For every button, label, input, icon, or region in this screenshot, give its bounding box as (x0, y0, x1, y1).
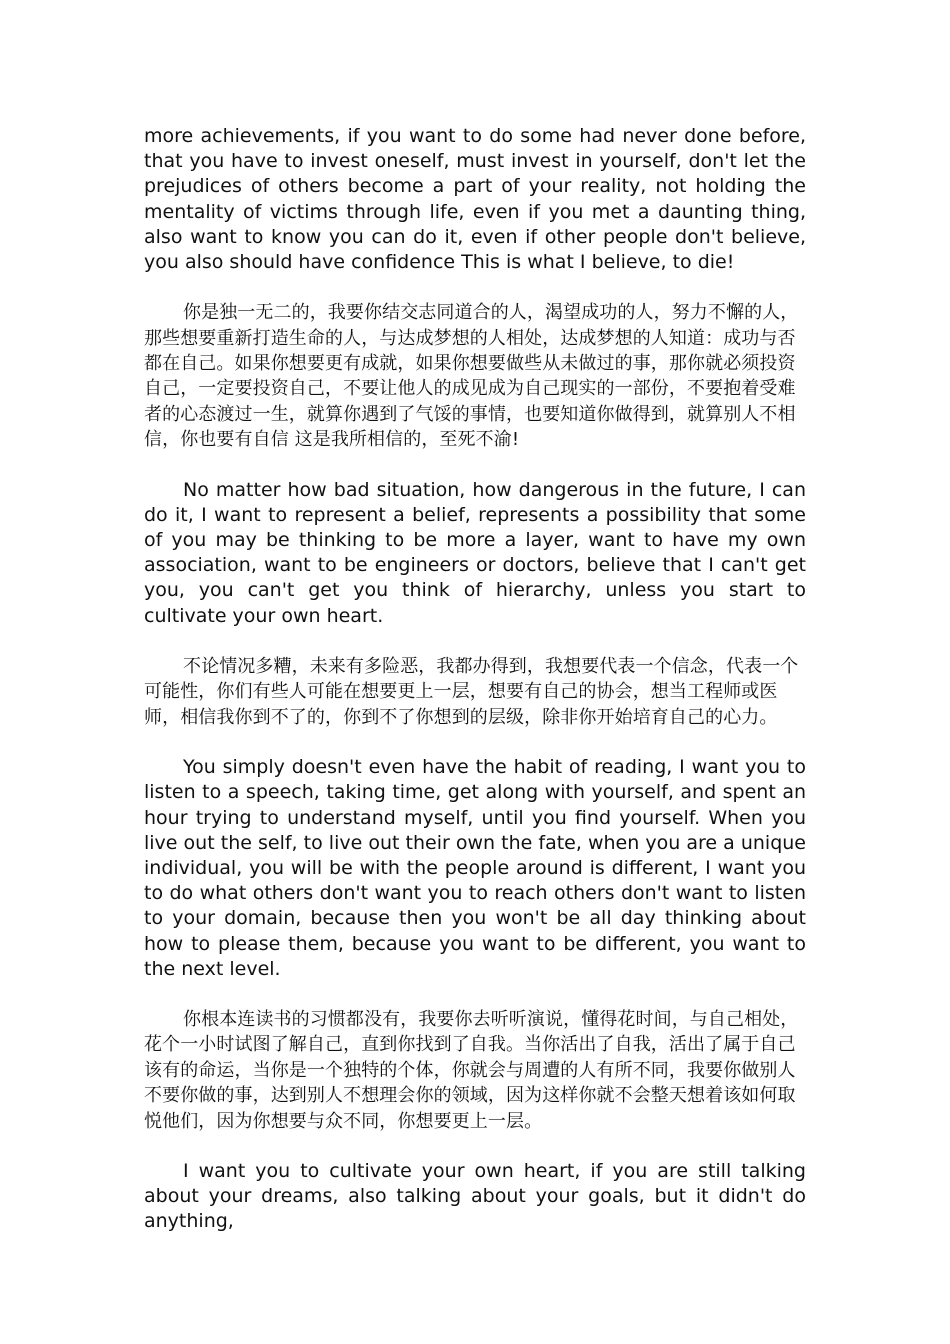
paragraph-english-1: more achievements, if you want to do some had never done before, that you have to invest oneself, must invest in yourself, don't let the prejudices of others become a part of your reality, not holding the mentality of victims through life, even if you met a daunting thing, also want to know you can do it, even if other people don't believe, you also should have confidence This is what I believe, to die! (144, 125, 806, 274)
document-page (144, 124, 806, 1235)
paragraph-english-2: No matter how bad situation, how dangerous in the future, I can do it, I want to represent a belief, represents a possibility that some of you may be thinking to be more a layer, want to have my own association, want to be engineers or doctors, believe that I can't get you, you can't get you think of hierarchy, unless you start to cultivate your own heart. (144, 478, 806, 627)
paragraph-english-3: You simply doesn't even have the habit of reading, I want you to listen to a speech, taking time, get along with yourself, and spent an hour trying to understand myself, until you find yourself. When you live out the self, to live out their own the fate, when you are a unique individual, you will be with the people around is different, I want you to do what others don't want you to reach others don't want to listen to your domain, because then you won't be all day thinking about how to please them, because you want to be different, you want to the next level. (144, 756, 806, 980)
paragraph-chinese-2: 不论情况多糟，未来有多险恶，我都办得到，我想要代表一个信念，代表一个可能性，你们有些人可能在想要更上一层，想要有自己的协会，想当工程师或医师，相信我你到不了的，你到不了你想到的层级，除非你开始培育自己的心力。 (144, 655, 799, 728)
paragraph-chinese-3: 你根本连读书的习惯都没有，我要你去听听演说，懂得花时间，与自己相处，花个一小时试图了解自己，直到你找到了自我。当你活出了自我，活出了属于自己该有的命运，当你是一个独特的个体，你就会与周遭的人有所不同，我要你做别人不要你做的事，达到别人不想理会你的领域，因为这样你就不会整天想着该如何取悦他们，因为你想要与众不同，你想要更上一层。 (144, 1008, 799, 1132)
paragraph-english-4: I want you to cultivate your own heart, if you are still talking about your dreams, also talking about your goals, but it didn't do anything, (144, 1159, 806, 1233)
paragraph-chinese-1: 你是独一无二的，我要你结交志同道合的人，渴望成功的人，努力不懈的人，那些想要重新打造生命的人，与达成梦想的人相处，达成梦想的人知道：成功与否都在自己。如果你想要更有成就，如果你想要做些从未做过的事，那你就必须投资自己，一定要投资自己，不要让他人的成见成为自己现实的一部份，不要抱着受难者的心态渡过一生，就算你遇到了气馁的事情，也要知道你做得到，就算别人不相信，你也要有自信 这是我所相信的，至死不渝! (144, 302, 799, 451)
